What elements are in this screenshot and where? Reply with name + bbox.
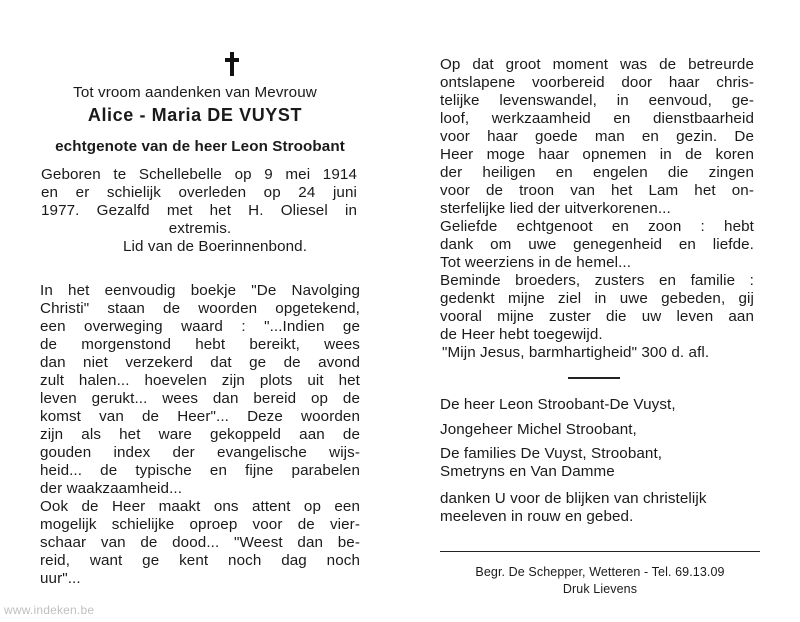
text-line: Beminde broeders, zusters en familie : xyxy=(440,272,754,289)
text-line: uur"... xyxy=(40,570,81,587)
text-line: komst van de Heer"... Deze woorden xyxy=(40,408,360,425)
text-line: sterfelijke lied der uitverkorenen... xyxy=(440,200,671,217)
bio-line: 1977. Gezalfd met het H. Oliesel in xyxy=(41,202,357,219)
text-line: der heiligen en engelen die zingen xyxy=(440,164,754,181)
printer-line: Begr. De Schepper, Wetteren - Tel. 69.13.09 xyxy=(475,565,725,579)
intro-line: Tot vroom aandenken van Mevrouw xyxy=(73,84,317,101)
family-line: De heer Leon Stroobant-De Vuyst, xyxy=(440,396,676,413)
text-line: Ook de Heer maakt ons attent op een xyxy=(40,498,360,515)
text-line: zult halen... hoevelen zijn plots uit het xyxy=(40,372,360,389)
text-line: der waakzaamheid... xyxy=(40,480,183,497)
watermark: www.indeken.be xyxy=(4,603,95,617)
text-line: loof, werkzaamheid en dienstbaarheid xyxy=(440,110,754,127)
text-line: ontslapene voorbereid door haar chris- xyxy=(440,74,754,91)
divider xyxy=(568,377,620,379)
thanks-line: meeleven in rouw en gebed. xyxy=(440,508,634,525)
text-line: schaar van de dood... "Weest dan be- xyxy=(40,534,360,551)
text-line: mogelijk schielijke oproep voor de vier- xyxy=(40,516,360,533)
spouse-line: echtgenote van de heer Leon Stroobant xyxy=(55,138,345,155)
text-line: een overweging waard : "...Indien ge xyxy=(40,318,360,335)
text-line: In het eenvoudig boekje "De Navolging xyxy=(40,282,360,299)
bio-line: Geboren te Schellebelle op 9 mei 1914 xyxy=(41,166,357,183)
text-line: voor de troon van het Lam het on- xyxy=(440,182,754,199)
text-line: telijke levenswandel, in eenvoud, ge- xyxy=(440,92,754,109)
text-line: Heer moge haar opnemen in de koren xyxy=(440,146,754,163)
text-line: vooral mijne zuster die uw leven aan xyxy=(440,308,754,325)
text-line: dan niet verzekerd dat ge de avond xyxy=(40,354,360,371)
text-line: zijn als het ware gekoppeld aan de xyxy=(40,426,360,443)
text-line: gouden index der evangelische wijs- xyxy=(40,444,360,461)
bio-line: extremis. xyxy=(168,220,232,237)
text-line: de Heer hebt toegewijd. xyxy=(440,326,603,343)
thanks-line: danken U voor de blijken van christelijk xyxy=(440,490,707,507)
family-line: Jongeheer Michel Stroobant, xyxy=(440,421,637,438)
text-line: Christi" staan de woorden opgetekend, xyxy=(40,300,360,317)
printer-line: Druk Lievens xyxy=(562,582,638,596)
membership-line: Lid van de Boerinnenbond. xyxy=(123,238,308,255)
text-line: leven gerukt... wees dan bereid op de xyxy=(40,390,360,407)
text-line: Tot weerziens in de hemel... xyxy=(440,254,632,271)
text-line: de morgenstond hebt bereikt, wees xyxy=(40,336,360,353)
text-line: reid, want ge kent noch dag noch xyxy=(40,552,360,569)
text-line: Op dat groot moment was de betreurde xyxy=(440,56,754,73)
text-line: dank om uwe genegenheid en liefde. xyxy=(440,236,754,253)
deceased-name: Alice - Maria DE VUYST xyxy=(87,105,303,125)
family-line: Smetryns en Van Damme xyxy=(440,463,615,480)
text-line: voor haar goede man en gezin. De xyxy=(440,128,754,145)
family-line: De families De Vuyst, Stroobant, xyxy=(440,445,663,462)
text-line: gedenkt mijne ziel in uwe gebeden, gij xyxy=(440,290,754,307)
indulgence-line: "Mijn Jesus, barmhartigheid" 300 d. afl. xyxy=(442,344,710,361)
footer-rule xyxy=(440,551,760,552)
cross-icon xyxy=(225,52,239,76)
text-line: heid... de typische en fijne parabelen xyxy=(40,462,360,479)
bio-line: en er schielijk overleden op 24 juni xyxy=(41,184,357,201)
text-line: Geliefde echtgenoot en zoon : hebt xyxy=(440,218,754,235)
